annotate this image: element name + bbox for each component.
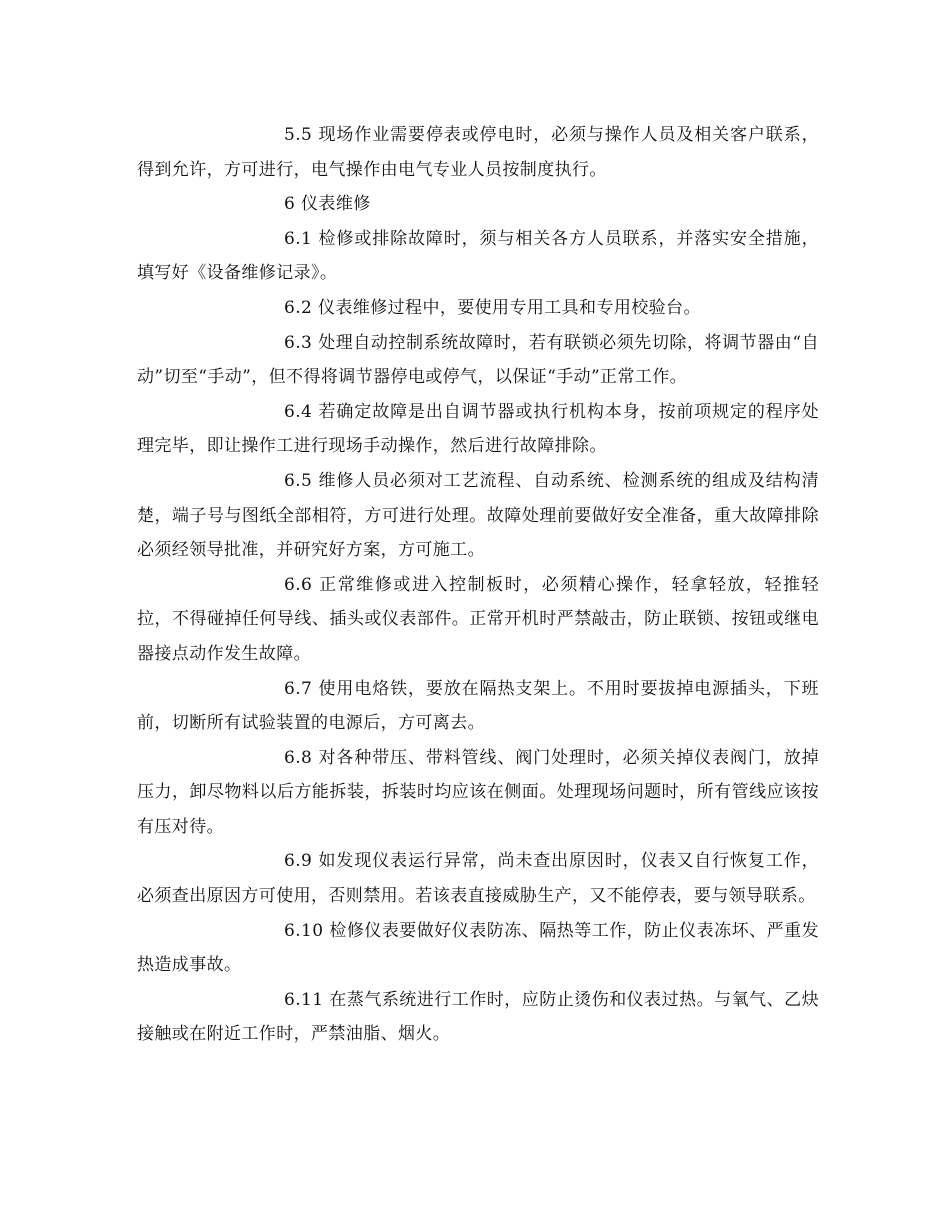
paragraph-6-1: 6.1 检修或排除故障时，须与相关各方人员联系，并落实安全措施，填写好《设备维修记录》。 [137,228,819,284]
paragraph-6-8: 6.8 对各种带压、带料管线、阀门处理时，必须关掉仪表阀门，放掉压力，卸尽物料以后方能拆装，拆装时均应该在侧面。处理现场问题时，所有管线应该按有压对待。 [137,747,819,837]
paragraph-6-5: 6.5 维修人员必须对工艺流程、自动系统、检测系统的组成及结构清楚，端子号与图纸全部相符，方可进行处理。故障处理前要做好安全准备，重大故障排除必须经领导批准，并研究好方案，方可施工。 [137,470,819,561]
paragraph-6-11: 6.11 在蒸气系统进行工作时，应防止烫伤和仪表过热。与氧气、乙炔接触或在附近工作时，严禁油脂、烟火。 [137,989,819,1045]
paragraph-6-9: 6.9 如发现仪表运行异常，尚未查出原因时，仪表又自行恢复工作，必须查出原因方可使用，否则禁用。若该表直接威胁生产，又不能停表，要与领导联系。 [137,851,819,907]
paragraph-6-7: 6.7 使用电烙铁，要放在隔热支架上。不用时要拔掉电源插头，下班前，切断所有试验装置的电源后，方可离去。 [137,678,819,734]
paragraph-6-6: 6.6 正常维修或进入控制板时，必须精心操作，轻拿轻放，轻推轻拉，不得碰掉任何导线、插头或仪表部件。正常开机时严禁敲击，防止联锁、按钮或继电器接点动作发生故障。 [137,574,819,664]
paragraph-6-3: 6.3 处理自动控制系统故障时，若有联锁必须先切除，将调节器由“自动”切至“手动”，但不得将调节器停电或停气，以保证“手动”正常工作。 [137,332,819,388]
section-heading-6: 6 仪表维修 [284,194,371,215]
document-body [137,118,819,1052]
paragraph-6-4: 6.4 若确定故障是出自调节器或执行机构本身，按前项规定的程序处理完毕，即让操作工进行现场手动操作，然后进行故障排除。 [137,401,819,457]
paragraph-6-10: 6.10 检修仪表要做好仪表防冻、隔热等工作，防止仪表冻坏、严重发热造成事故。 [137,920,819,976]
paragraph-5-5: 5.5 现场作业需要停表或停电时，必须与操作人员及相关客户联系，得到允许，方可进行，电气操作由电气专业人员按制度执行。 [137,125,819,180]
paragraph-6-2: 6.2 仪表维修过程中，要使用专用工具和专用校验台。 [284,297,701,318]
